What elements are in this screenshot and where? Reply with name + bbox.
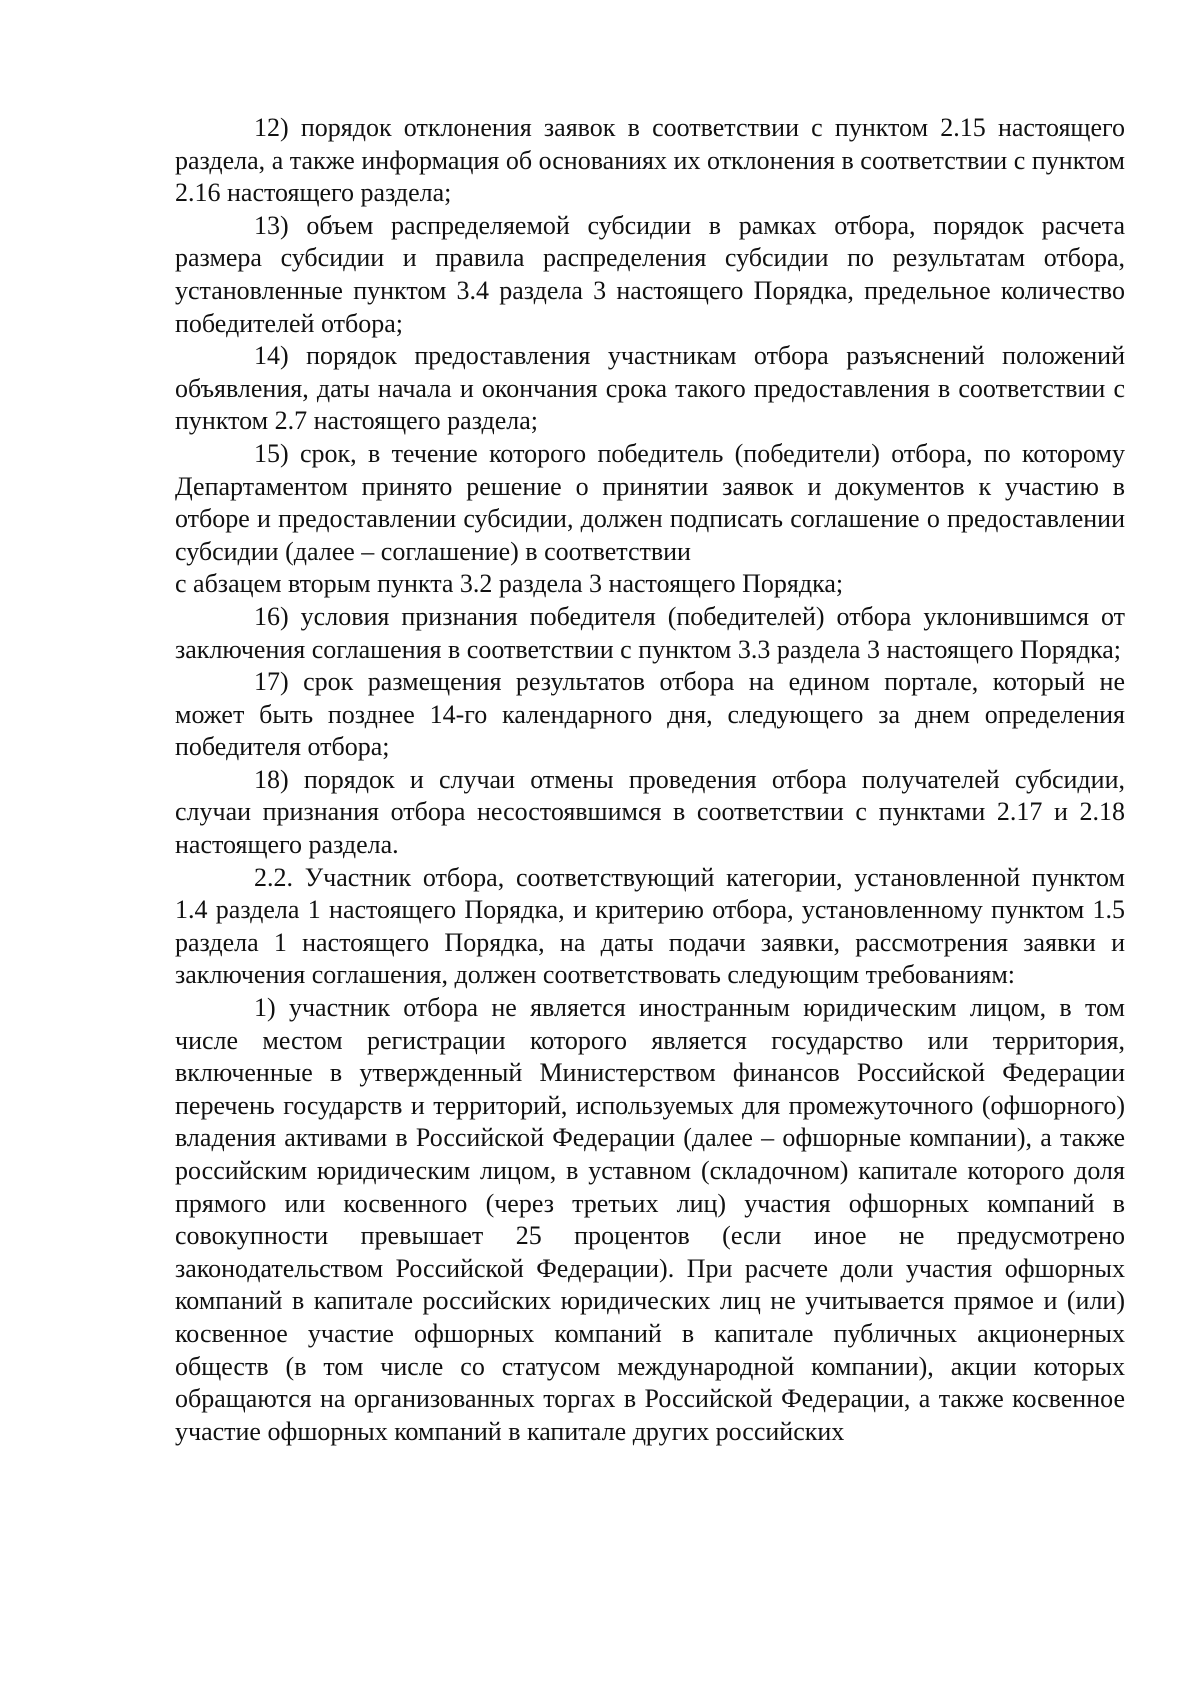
paragraph-item-13: 13) объем распределяемой субсидии в рамках отбора, порядок расчета размера субсидии и правила распределения субсидии по результатам отбора, установленные пунктом 3.4 раздела 3 настоящего Порядка, предельное количество победителей отбора;: [175, 210, 1125, 338]
paragraph-item-16: 16) условия признания победителя (победителей) отбора уклонившимся от заключения соглашения в соответствии с пунктом 3.3 раздела 3 настоящего Порядка;: [175, 601, 1125, 664]
paragraph-section-2-2: 2.2. Участник отбора, соответствующий категории, установленной пунктом 1.4 раздела 1 настоящего Порядка, и критерию отбора, установленному пунктом 1.5 раздела 1 настоящего Порядка, на даты подачи заявки, рассмотрения заявки и заключения соглашения, должен соответствовать следующим требованиям:: [175, 862, 1125, 990]
paragraph-item-18: 18) порядок и случаи отмены проведения отбора получателей субсидии, случаи признания отбора несостоявшимся в соответствии с пунктами 2.17 и 2.18 настоящего раздела.: [175, 764, 1125, 860]
paragraph-item-12: 12) порядок отклонения заявок в соответствии с пунктом 2.15 настоящего раздела, а также информация об основаниях их отклонения в соответствии с пунктом 2.16 настоящего раздела;: [175, 113, 1125, 208]
paragraph-item-14: 14) порядок предоставления участникам отбора разъяснений положений объявления, даты начала и окончания срока такого предоставления в соответствии с пунктом 2.7 настоящего раздела;: [175, 341, 1125, 436]
paragraph-requirement-1: 1) участник отбора не является иностранным юридическим лицом, в том числе местом регистрации которого является государство или территория, включенные в утвержденный Министерством финансов Российской Федерации перечень государств и территорий, используемых для промежуточного (офшорного) владения активами в Российской Федерации (далее – офшорные компании), а также российским юридическим лицом, в уставном (складочном) капитале которого доля прямого или косвенного (через третьих лиц) участия офшорных компаний в совокупности превышает 25 процентов (если иное не предусмотрено законодательством Российской Федерации). При расчете доли участия офшорных компаний в капитале российских юридических лиц не учитывается прямое и (или) косвенное участие офшорных компаний в капитале публичных акционерных обществ (в том числе со статусом международной компании), акции которых обращаются на организованных торгах в Российской Федерации, а также косвенное участие офшорных компаний в капитале других российских: [175, 993, 1125, 1446]
document-page: [175, 112, 1125, 1448]
paragraph-item-15-continuation: с абзацем вторым пункта 3.2 раздела 3 настоящего Порядка;: [175, 569, 844, 599]
paragraph-item-17: 17) срок размещения результатов отбора на едином портале, который не может быть позднее 14-го календарного дня, следующего за днем определения победителя отбора;: [175, 667, 1125, 762]
paragraph-item-15: 15) срок, в течение которого победитель (победители) отбора, по которому Департаментом принято решение о принятии заявок и документов к участию в отборе и предоставлении субсидии, должен подписать соглашение о предоставлении субсидии (далее – соглашение) в соответствии: [175, 438, 1125, 566]
